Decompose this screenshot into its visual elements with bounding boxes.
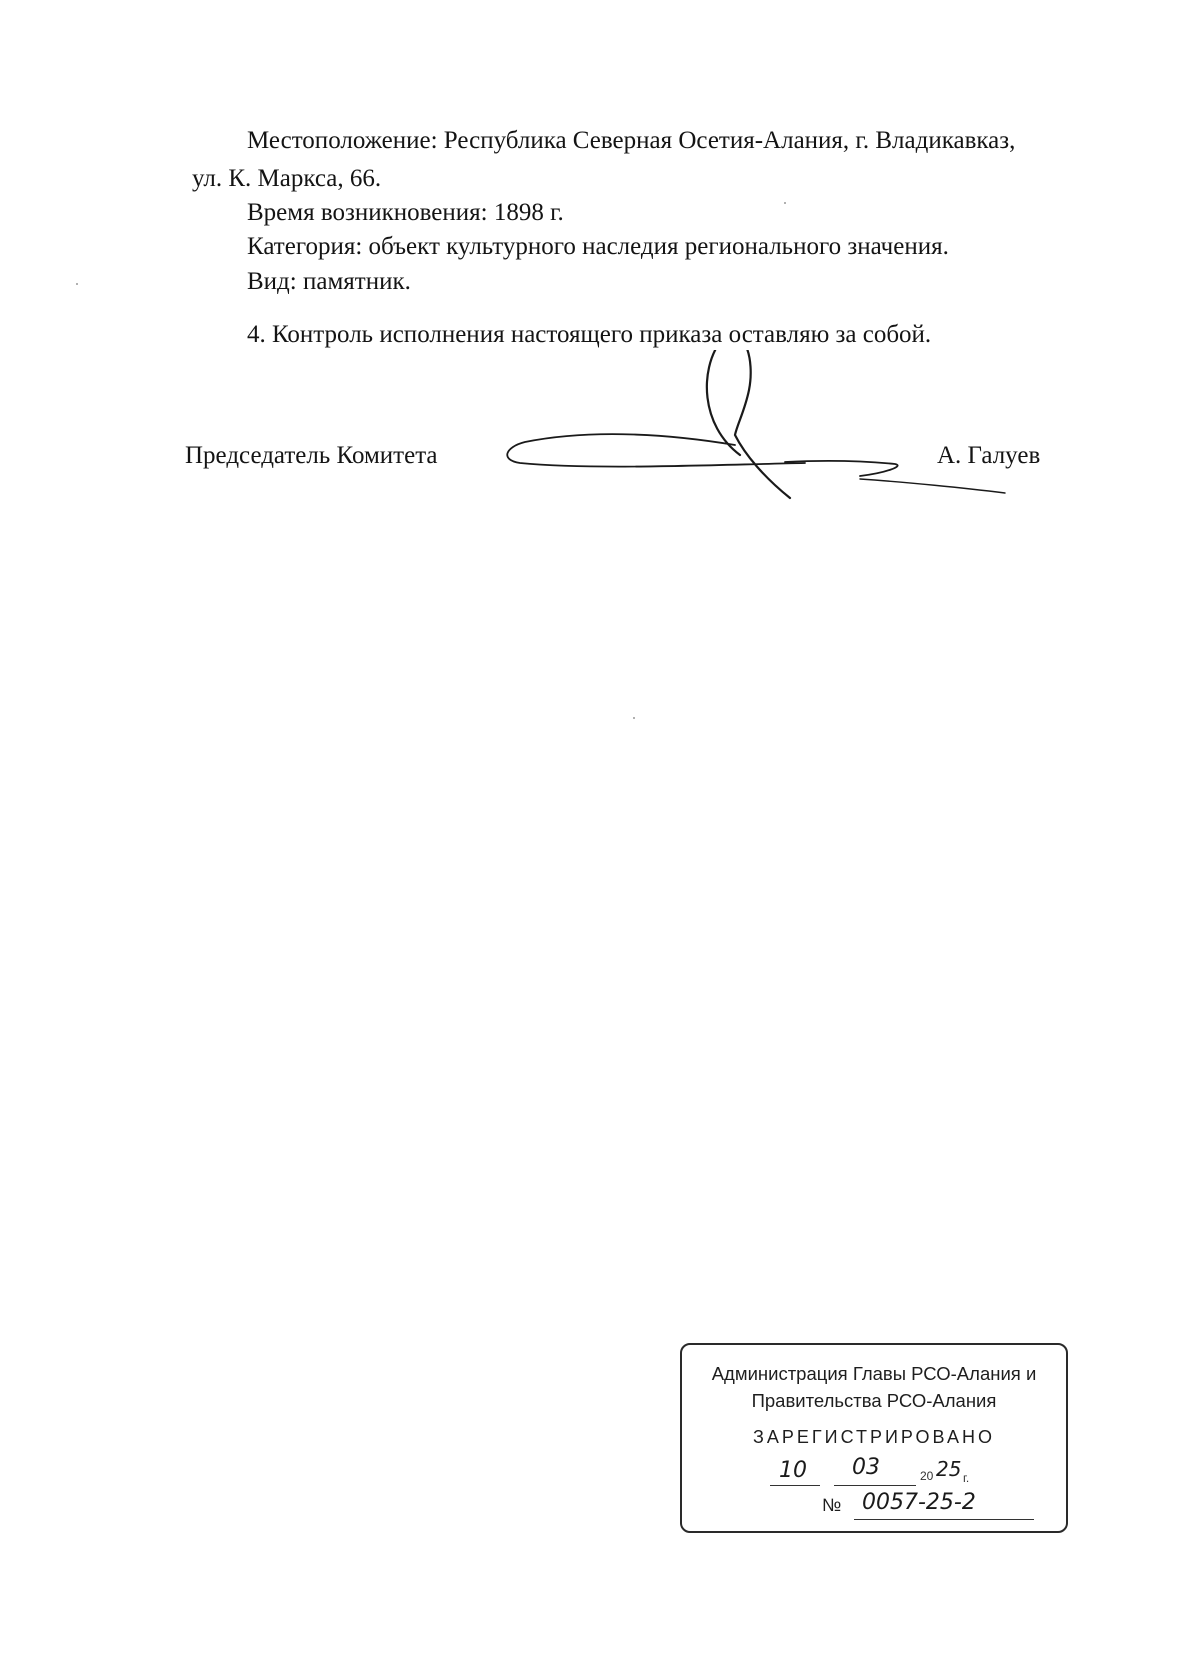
handwritten-signature [505, 350, 1025, 510]
stamp-org-line-2: Правительства РСО-Алания [751, 1390, 997, 1411]
signatory-position: Председатель Комитета [185, 442, 438, 469]
scan-speck [76, 283, 78, 285]
stamp-number: 0057-25-2 [862, 1490, 976, 1515]
stamp-day: 10 [779, 1458, 807, 1483]
scan-speck [784, 202, 786, 204]
stamp-registered: ЗАРЕГИСТРИРОВАНО [753, 1427, 995, 1447]
month-underline [834, 1485, 916, 1486]
day-underline [770, 1485, 820, 1486]
number-underline [854, 1519, 1034, 1520]
signatory-name: А. Галуев [937, 442, 1041, 469]
stamp-org-line-1: Администрация Главы РСО-Алания и [711, 1363, 1037, 1384]
category-line: Категория: объект культурного наследия регионального значения. [247, 233, 949, 260]
stamp-year-suffix: г. [963, 1471, 970, 1485]
location-line-2: ул. К. Маркса, 66. [192, 165, 382, 192]
item-4-control: 4. Контроль исполнения настоящего приказа оставляю за собой. [247, 321, 932, 348]
stamp-number-label: № [822, 1495, 842, 1515]
stamp-month: 03 [852, 1455, 880, 1480]
stamp-year-prefix: 20 [920, 1469, 934, 1483]
location-line-1: Местоположение: Республика Северная Осетия-Алания, г. Владикавказ, [247, 127, 1016, 154]
scan-speck [633, 717, 635, 719]
type-line: Вид: памятник. [247, 268, 411, 295]
stamp-year: 25 [936, 1457, 962, 1481]
registration-stamp [680, 1343, 1068, 1533]
time-of-origin: Время возникновения: 1898 г. [247, 199, 564, 226]
